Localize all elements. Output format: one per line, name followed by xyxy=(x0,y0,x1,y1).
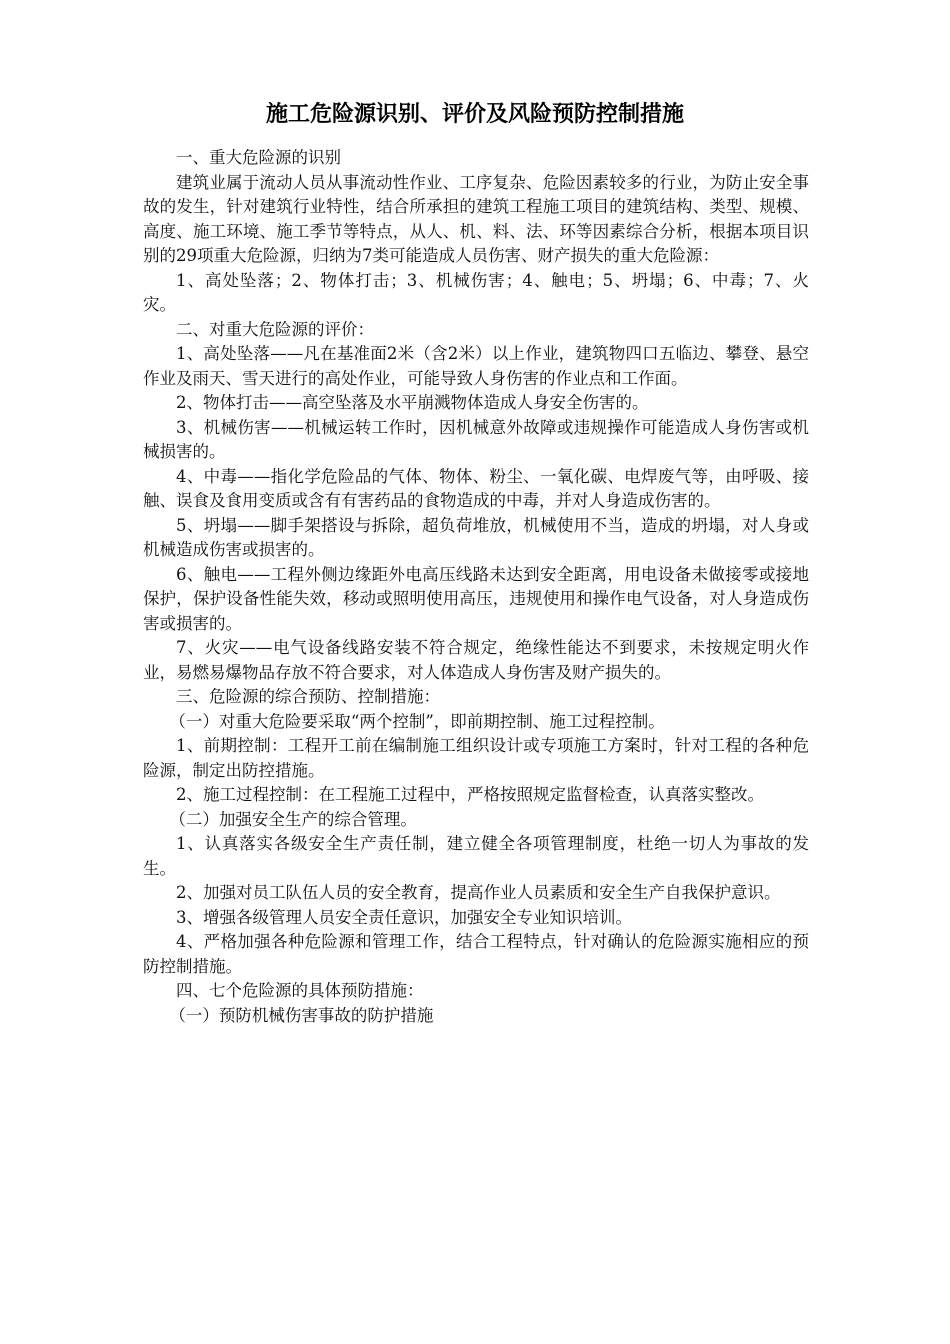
paragraph: 建筑业属于流动人员从事流动性作业、工序复杂、危险因素较多的行业，为防止安全事故的发生，针对建筑行业特性，结合所承担的建筑工程施工项目的建筑结构、类型、规模、高度、施工环境、施工季节等特点，从人、机、料、法、环等因素综合分析，根据本项目识别的29项重大危险源，归纳为7类可能造成人员伤害、财产损失的重大危险源： xyxy=(143,172,809,265)
paragraph: 1、认真落实各级安全生产责任制，建立健全各项管理制度，杜绝一切人为事故的发生。 xyxy=(143,834,809,878)
paragraph: 三、危险源的综合预防、控制措施： xyxy=(176,687,440,706)
paragraph: 一、重大危险源的识别 xyxy=(176,148,341,167)
paragraph: 四、七个危险源的具体预防措施： xyxy=(176,981,424,1000)
paragraph: 1、高处坠落；2、物体打击；3、机械伤害；4、触电；5、坍塌；6、中毒；7、火灾。 xyxy=(143,270,809,314)
paragraph: 3、增强各级管理人员安全责任意识，加强安全专业知识培训。 xyxy=(176,907,632,927)
paragraph: 2、物体打击——高空坠落及水平崩溅物体造成人身安全伤害的。 xyxy=(176,393,649,412)
paragraph: （一）预防机械伤害事故的防护措施 xyxy=(169,1005,434,1025)
paragraph: （二）加强安全生产的综合管理。 xyxy=(169,809,417,829)
paragraph: 5、坍塌——脚手架搭设与拆除，超负荷堆放，机械使用不当，造成的坍塌，对人身或机械造成伤害或损害的。 xyxy=(143,515,809,559)
document-body xyxy=(143,146,809,1028)
paragraph: 7、火灾——电气设备线路安装不符合规定，绝缘性能达不到要求，未按规定明火作业，易燃易爆物品存放不符合要求，对人体造成人身伤害及财产损失的。 xyxy=(143,638,809,682)
paragraph: 1、前期控制：工程开工前在编制施工组织设计或专项施工方案时，针对工程的各种危险源，制定出防控措施。 xyxy=(143,736,809,780)
paragraph: （一）对重大危险要采取“两个控制”，即前期控制、施工过程控制。 xyxy=(169,711,665,731)
paragraph: 2、加强对员工队伍人员的安全教育，提高作业人员素质和安全生产自我保护意识。 xyxy=(176,883,781,902)
paragraph: 4、严格加强各种危险源和管理工作，结合工程特点，针对确认的危险源实施相应的预防控制措施。 xyxy=(143,932,809,976)
document-title: 施工危险源识别、评价及风险预防控制措施 xyxy=(265,102,684,127)
paragraph: 2、施工过程控制：在工程施工过程中，严格按照规定监督检查，认真落实整改。 xyxy=(176,785,764,804)
paragraph: 1、高处坠落——凡在基准面2米（含2米）以上作业，建筑物四口五临边、攀登、悬空作业及雨天、雪天进行的高处作业，可能导致人身伤害的作业点和工作面。 xyxy=(143,344,809,388)
paragraph: 3、机械伤害——机械运转工作时，因机械意外故障或违规操作可能造成人身伤害或机械损害的。 xyxy=(143,417,809,461)
paragraph: 4、中毒——指化学危险品的气体、物体、粉尘、一氧化碳、电焊废气等，由呼吸、接触、误食及食用变质或含有有害药品的食物造成的中毒，并对人身造成伤害的。 xyxy=(143,466,809,510)
paragraph: 二、对重大危险源的评价： xyxy=(176,319,374,339)
paragraph: 6、触电——工程外侧边缘距外电高压线路未达到安全距离，用电设备未做接零或接地保护，保护设备性能失效，移动或照明使用高压，违规使用和操作电气设备，对人身造成伤害或损害的。 xyxy=(143,564,809,633)
